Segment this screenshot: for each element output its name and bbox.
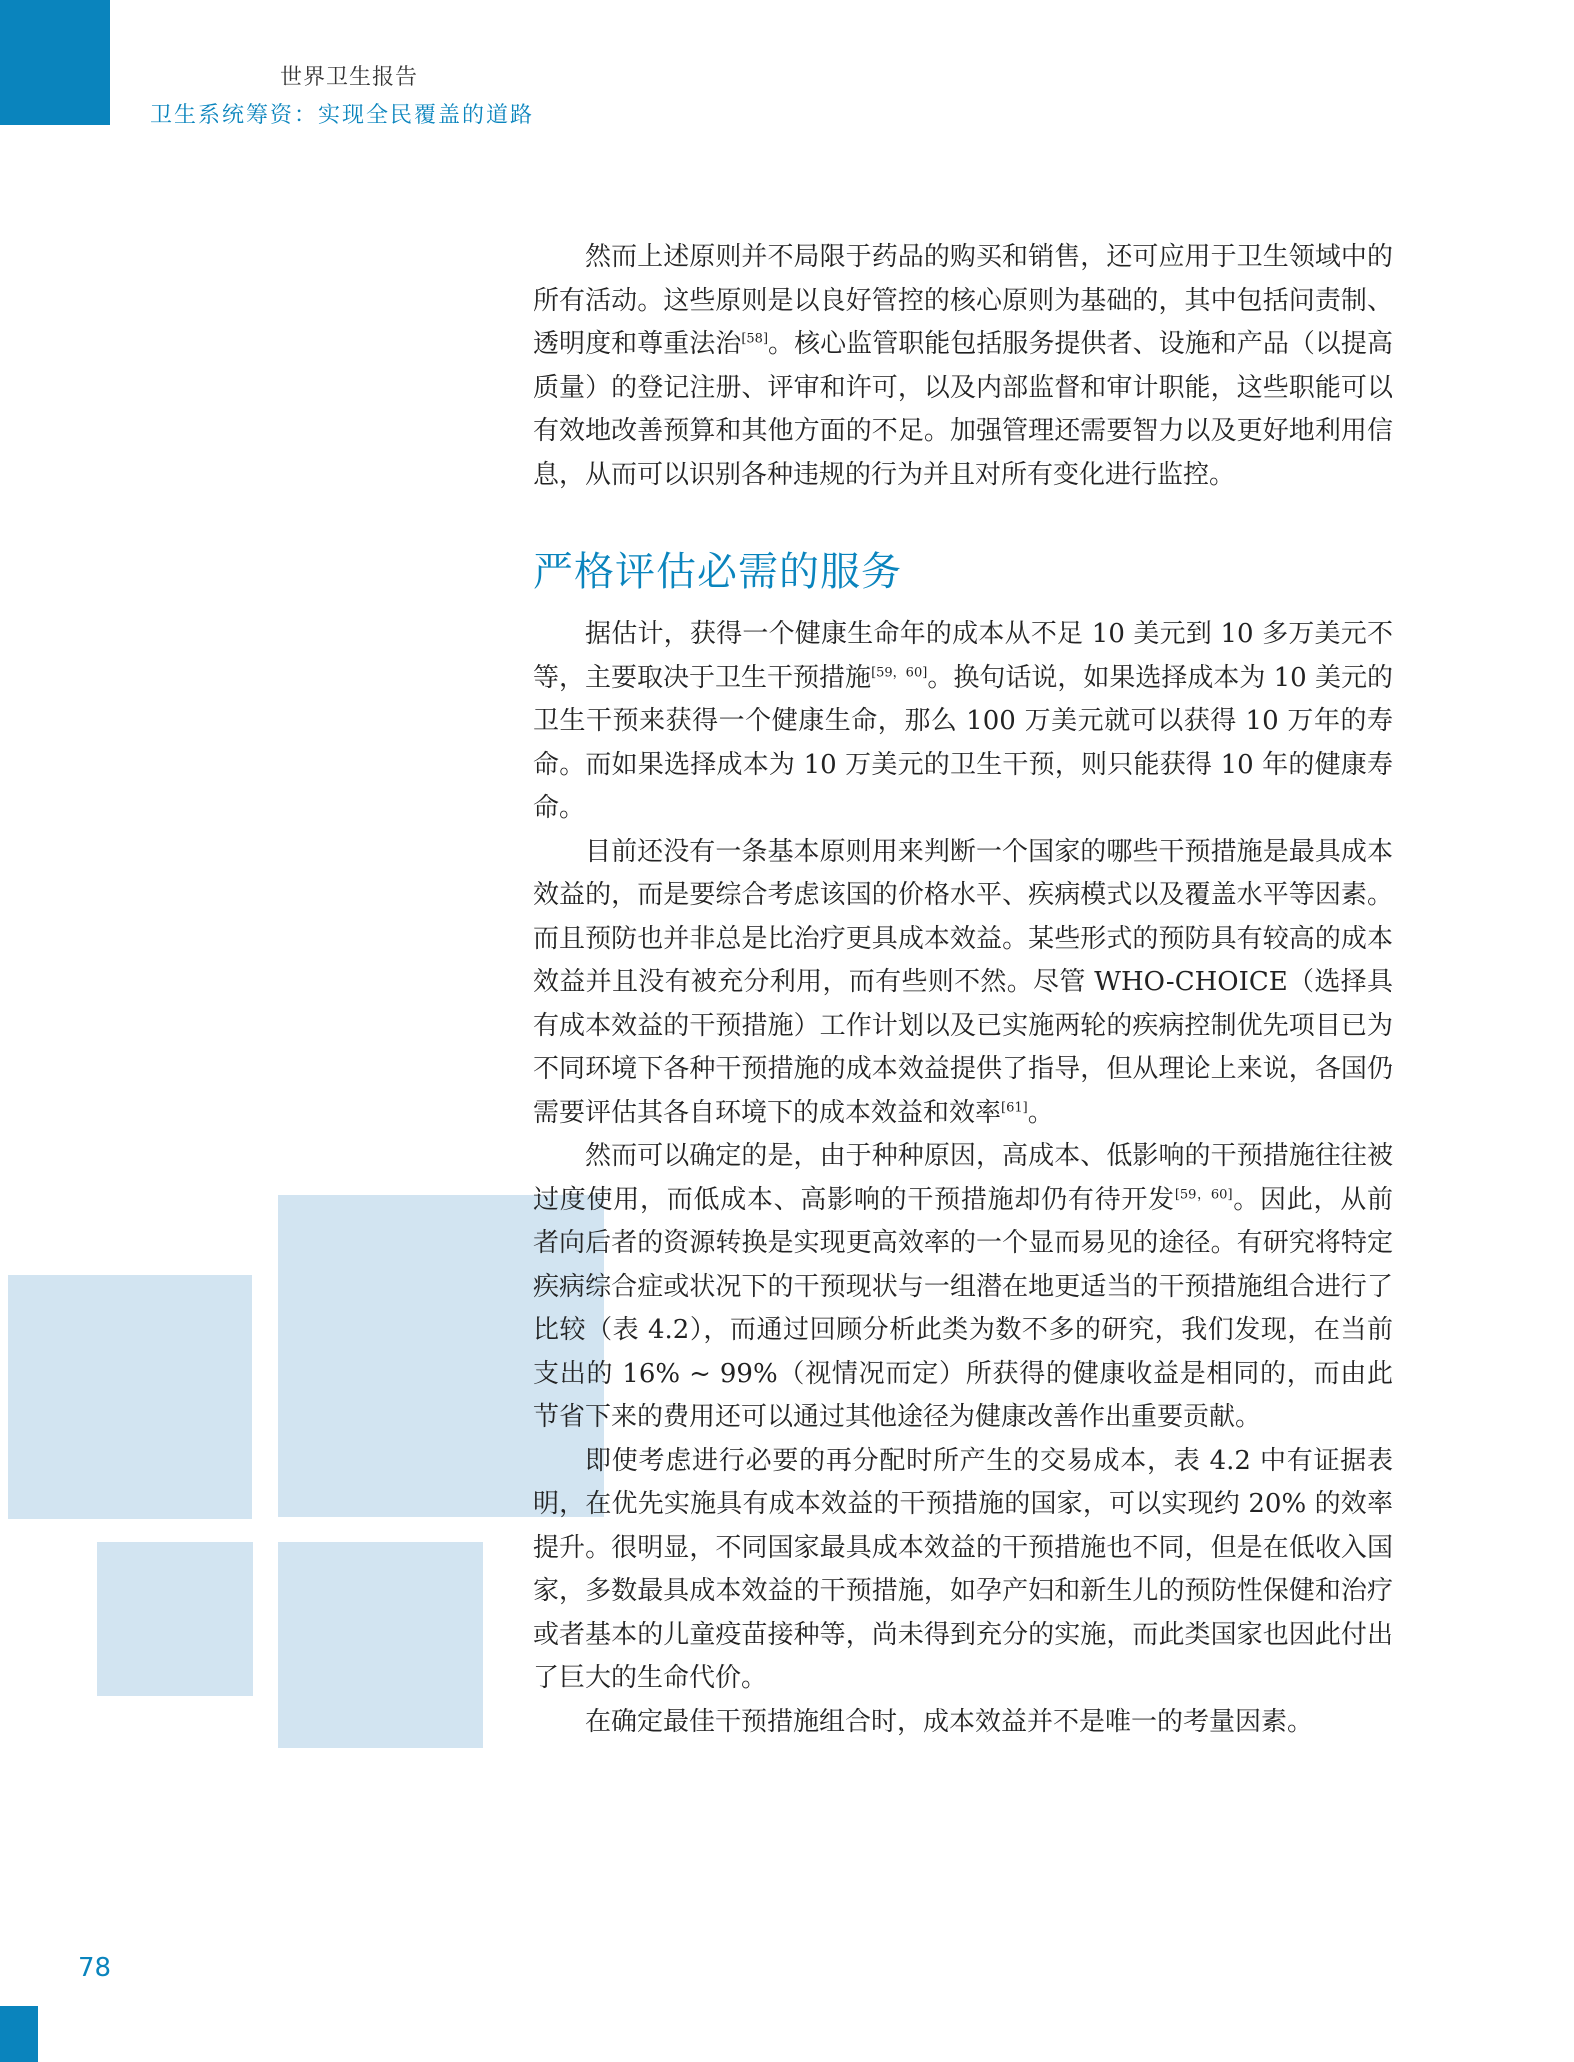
citation: [59，60]: [1174, 1186, 1233, 1202]
paragraph: 在确定最佳干预措施组合时，成本效益并不是唯一的考量因素。: [585, 1706, 1314, 1737]
main-text-column: [533, 236, 1393, 1744]
paragraph: [533, 236, 1393, 497]
paragraph-text: 然而可以确定的是，由于种种原因，高成本、低影响的干预措施往往被过度使用，而低成本、高影响的干预措施却仍有待开发: [533, 1141, 1393, 1215]
paragraph-text: 。核心监管职能包括服务提供者、设施和产品（以提高质量）的登记注册、评审和许可，以及内部监督和审计职能，这些职能可以有效地改善预算和其他方面的不足。加强管理还需要智力以及更好地利用信息，从而可以识别各种违规的行为并且对所有变化进行监控。: [533, 329, 1393, 490]
paragraph-text: 。因此，从前者向后者的资源转换是实现更高效率的一个显而易见的途径。有研究将特定疾病综合症或状况下的干预现状与一组潜在地更适当的干预措施组合进行了比较（表 4.2），而通过回顾分析此类为数不多的研究，我们发现，在当前支出的 16% ~ 99%（视情况而定）所获得的健康收益是相同的，而由此节省下来的费用还可以通过其他途径为健康改善作出重要贡献。: [533, 1184, 1393, 1432]
paragraph-text: 目前还没有一条基本原则用来判断一个国家的哪些干预措施是最具成本效益的，而是要综合考虑该国的价格水平、疾病模式以及覆盖水平等因素。而且预防也并非总是比治疗更具成本效益。某些形式的预防具有较高的成本效益并且没有被充分利用，而有些则不然。尽管 WHO-CHOICE（选择具有成本效益的干预措施）工作计划以及已实施两轮的疾病控制优先项目已为不同环境下各种干预措施的成本效益提供了指导，但从理论上来说，各国仍需要评估其各自环境下的成本效益和效率: [533, 836, 1393, 1128]
running-header-subtitle: 卫生系统筹资：实现全民覆盖的道路: [150, 103, 535, 128]
paragraph: [533, 1135, 1393, 1440]
decorative-square: [97, 1542, 253, 1696]
running-header-title: 世界卫生报告: [280, 65, 419, 90]
paragraph-text: 。换句话说，如果选择成本为 10 美元的卫生干预来获得一个健康生命，那么 100 万美元就可以获得 10 万年的寿命。而如果选择成本为 10 万美元的卫生干预，则只能获得 10 年的健康寿命。: [533, 662, 1393, 823]
header-accent-block: [0, 0, 110, 125]
decorative-square: [278, 1542, 483, 1748]
paragraph: 即使考虑进行必要的再分配时所产生的交易成本，表 4.2 中有证据表明，在优先实施具有成本效益的干预措施的国家，可以实现约 20% 的效率提升。很明显，不同国家最具成本效益的干预措施也不同，但是在低收入国家，多数最具成本效益的干预措施，如孕产妇和新生儿的预防性保健和治疗或者基本的儿童疫苗接种等，尚未得到充分的实施，而此类国家也因此付出了巨大的生命代价。: [533, 1445, 1393, 1693]
page-number: 78: [78, 1953, 112, 1983]
citation: [61]: [1001, 1099, 1028, 1115]
paragraph: [533, 831, 1393, 1136]
paragraph-text: 。: [1027, 1097, 1054, 1128]
paragraph: [533, 613, 1393, 831]
footer-accent-block: [0, 2006, 38, 2062]
citation: [58]: [741, 331, 769, 347]
section-heading: 严格评估必需的服务: [533, 549, 902, 595]
citation: [59，60]: [871, 664, 928, 680]
decorative-square: [8, 1275, 252, 1519]
paragraph-text: 据估计，获得一个健康生命年的成本从不足 10 美元到 10 多万美元不等，主要取决于卫生干预措施: [533, 619, 1393, 693]
paragraph-text: 然而上述原则并不局限于药品的购买和销售，还可应用于卫生领域中的所有活动。这些原则是以良好管控的核心原则为基础的，其中包括问责制、透明度和尊重法治: [533, 242, 1393, 359]
